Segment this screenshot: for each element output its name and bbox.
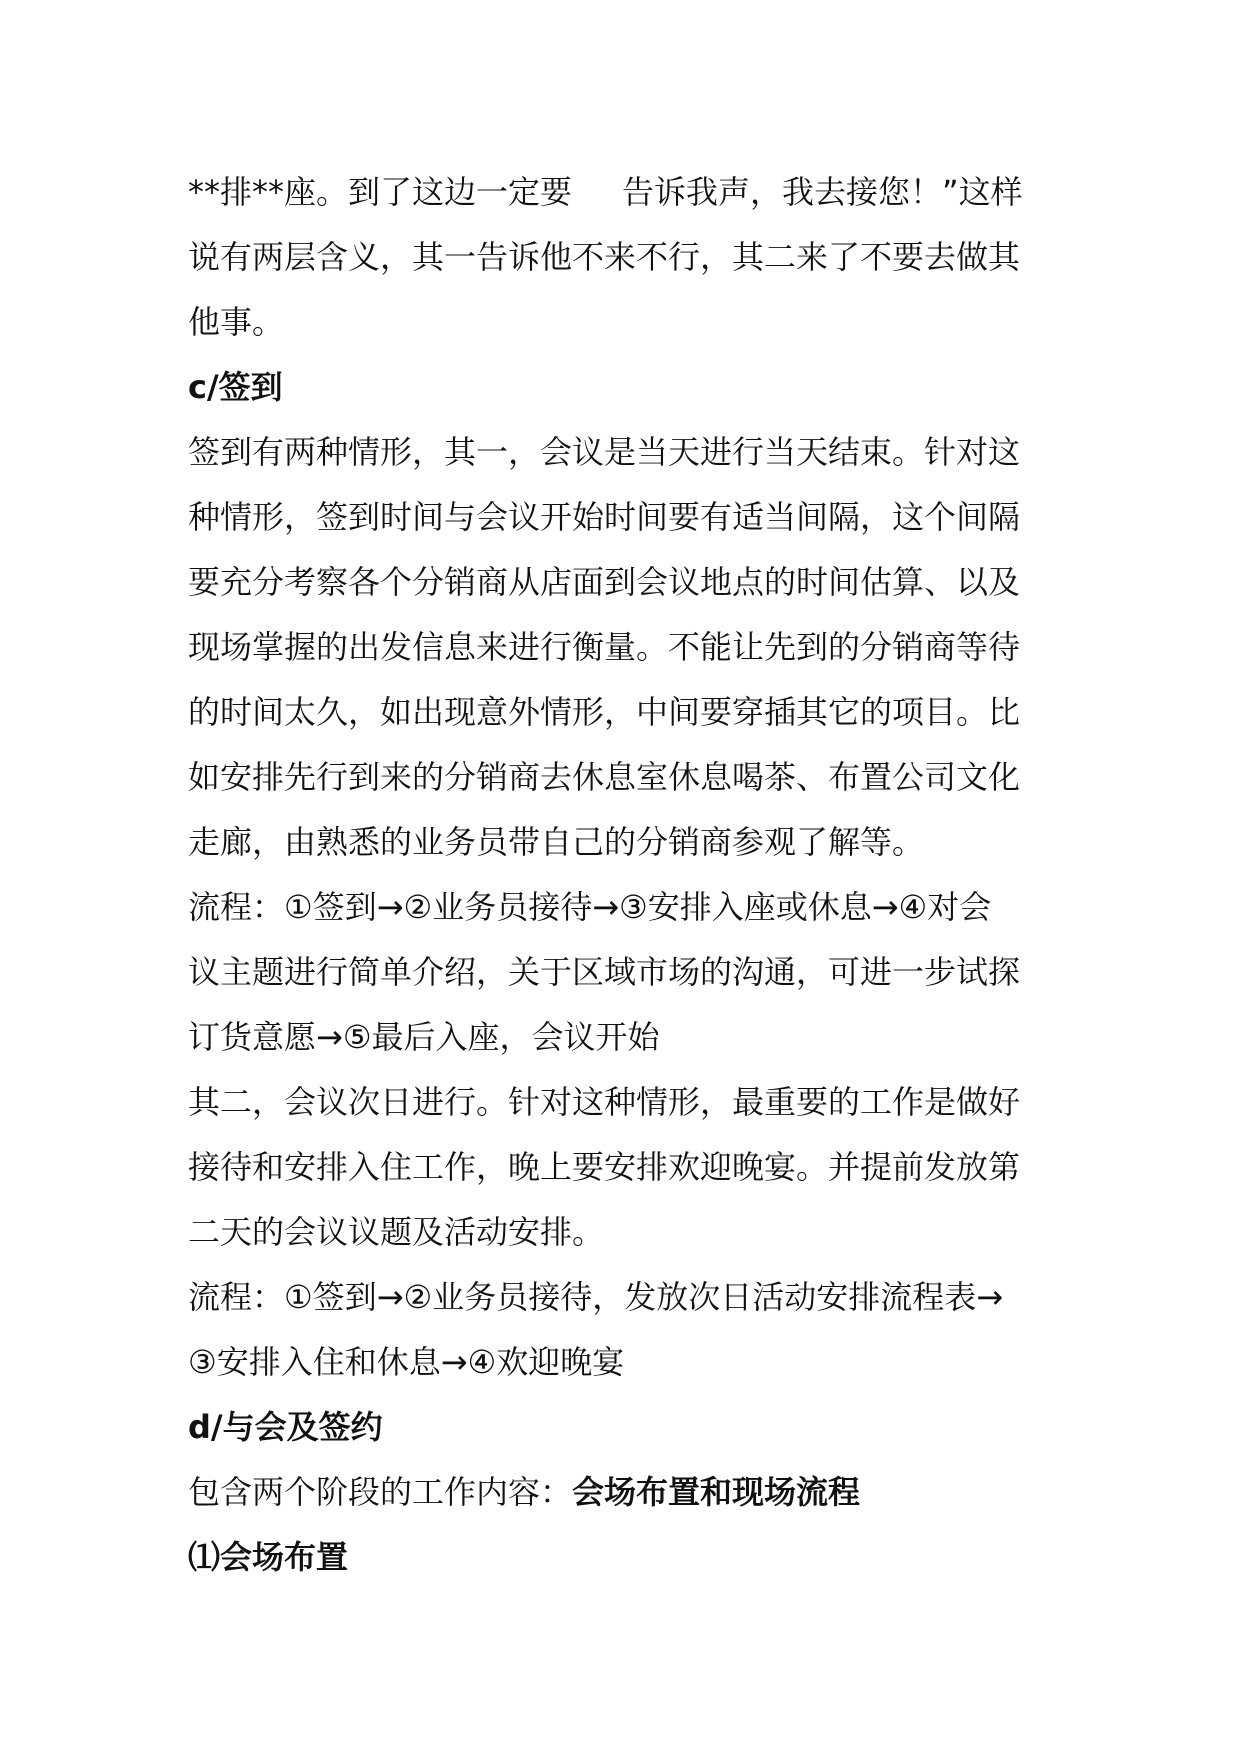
document-body xyxy=(188,160,1068,1590)
paragraph-line: 的时间太久，如出现意外情形，中间要穿插其它的项目。比 xyxy=(188,693,1021,731)
paragraph-line: 如安排先行到来的分销商去休息室休息喝茶、布置公司文化 xyxy=(188,758,1021,796)
bold-text-segment: 会场布置和现场流程 xyxy=(572,1473,861,1511)
paragraph-line: 签到有两种情形，其一，会议是当天进行当天结束。针对这 xyxy=(188,433,1021,471)
text-segment: 告诉我声，我去接您！”这样 xyxy=(622,173,1023,211)
section-heading-attendance-signing: d/与会及签约 xyxy=(188,1408,383,1446)
paragraph-line xyxy=(188,1460,1068,1525)
paragraph-line: 走廊，由熟悉的业务员带自己的分销商参观了解等。 xyxy=(188,823,925,861)
paragraph-line: 现场掌握的出发信息来进行衡量。不能让先到的分销商等待 xyxy=(188,628,1021,666)
subsection-heading-venue-setup: ⑴会场布置 xyxy=(188,1538,349,1576)
paragraph-line: 说有两层含义，其一告诉他不来不行，其二来了不要去做其 xyxy=(188,238,1021,276)
process-line: ③安排入住和休息→④欢迎晚宴 xyxy=(188,1343,625,1381)
process-line: 流程：①签到→②业务员接待，发放次日活动安排流程表→ xyxy=(188,1278,1004,1316)
text-segment: 包含两个阶段的工作内容： xyxy=(188,1473,573,1511)
paragraph-line xyxy=(188,160,1068,225)
process-line: 流程：①签到→②业务员接待→③安排入座或休息→④对会 xyxy=(188,888,992,926)
paragraph-line: 他事。 xyxy=(188,303,285,341)
paragraph-line: 要充分考察各个分销商从店面到会议地点的时间估算、以及 xyxy=(188,563,1021,601)
paragraph-line: 接待和安排入住工作，晚上要安排欢迎晚宴。并提前发放第 xyxy=(188,1148,1021,1186)
process-line: 议主题进行简单介绍，关于区域市场的沟通，可进一步试探 xyxy=(188,953,1021,991)
process-line: 订货意愿→⑤最后入座，会议开始 xyxy=(188,1018,660,1056)
paragraph-line: 其二，会议次日进行。针对这种情形，最重要的工作是做好 xyxy=(188,1083,1021,1121)
text-segment: **排**座。到了这边一定要 xyxy=(188,173,573,211)
paragraph-line: 种情形，签到时间与会议开始时间要有适当间隔，这个间隔 xyxy=(188,498,1021,536)
section-heading-sign-in: c/签到 xyxy=(188,368,283,406)
paragraph-line: 二天的会议议题及活动安排。 xyxy=(188,1213,605,1251)
